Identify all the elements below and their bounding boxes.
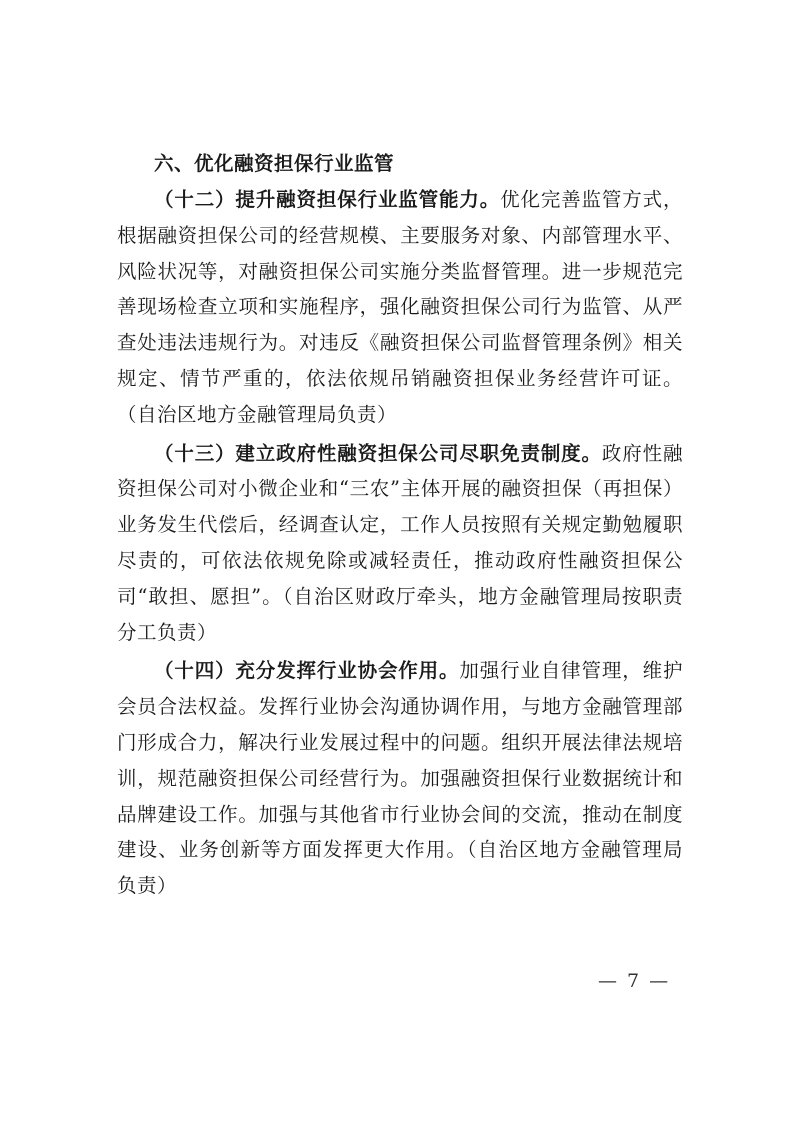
paragraph-13-lead: （十三）建立政府性融资担保公司尽职免责制度。 [154, 441, 602, 465]
page-number: — 7 — [598, 970, 671, 992]
paragraph-12-lead: （十二）提升融资担保行业监管能力。 [154, 188, 501, 211]
section-heading: 六、优化融资担保行业监管 [154, 152, 395, 175]
paragraph-12-body: 优化完善监管方式，根据融资担保公司的经营规模、主要服务对象、内部管理水平、风险状况等，对融资担保公司实施分类监督管理。进一步规范完善现场检查立项和实施程序，强化融资担保公司行为监管、从严查处违法违规行为。对违反《融资担保公司监督管理条例》相关规定、情节严重的，依法依规吊销融资担保业务经营许可证。（自治区地方金融管理局负责） [117, 188, 683, 426]
document-body [117, 146, 683, 907]
paragraph-14-lead: （十四）充分发挥行业协会作用。 [154, 659, 460, 683]
paragraph-12 [117, 182, 683, 433]
paragraph-13-body: 政府性融资担保公司对小微企业和“三农”主体开展的融资担保（再担保）业务发生代偿后，经调查认定，工作人员按照有关规定勤勉履职尽责的，可依法依规免除或减轻责任，推动政府性融资担保公司“敢担、愿担”。（自治区财政厅牵头，地方金融管理局按职责分工负责） [117, 441, 683, 644]
paragraph-14-body: 加强行业自律管理，维护会员合法权益。发挥行业协会沟通协调作用，与地方金融管理部门形成合力，解决行业发展过程中的问题。组织开展法律法规培训，规范融资担保公司经营行为。加强融资担保行业数据统计和品牌建设工作。加强与其他省市行业协会间的交流，推动在制度建设、业务创新等方面发挥更大作用。（自治区地方金融管理局负责） [117, 659, 683, 898]
paragraph-13 [117, 436, 683, 651]
paragraph-14 [117, 653, 683, 904]
